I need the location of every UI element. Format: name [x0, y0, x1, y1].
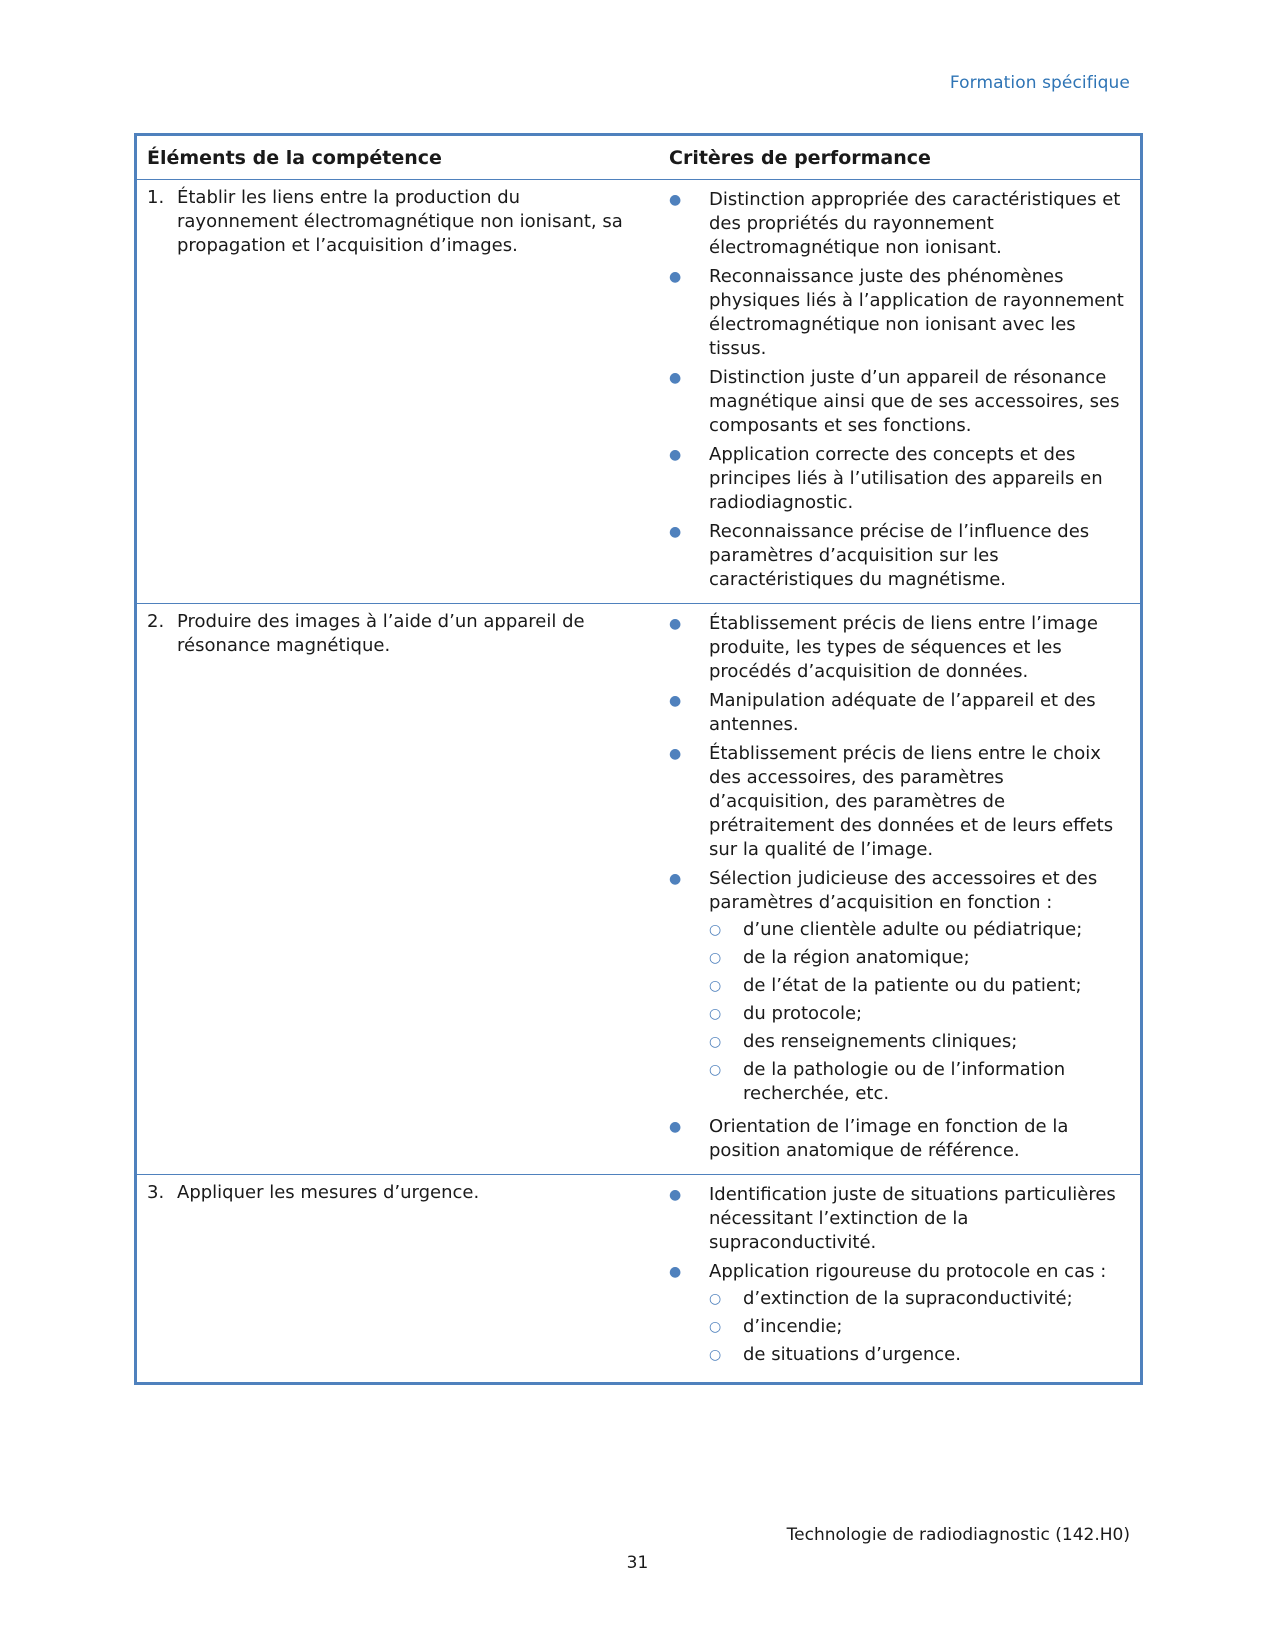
column-header-elements: Éléments de la compétence: [136, 135, 654, 180]
bullet-icon: ●: [669, 693, 682, 709]
criterion-text: Orientation de l’image en fonction de la position anatomique de référence.: [709, 1116, 1069, 1161]
sub-criterion-text: de l’état de la patiente ou du patient;: [743, 975, 1082, 996]
criteria-cell: [653, 604, 1142, 1175]
criterion-body: [709, 1115, 1126, 1163]
criterion-text: Sélection judicieuse des accessoires et des paramètres d’acquisition en fonction :: [709, 868, 1098, 913]
table-header-row: [136, 135, 1142, 180]
sub-criterion-text: de la région anatomique;: [743, 947, 970, 968]
criterion-item: [669, 742, 1126, 862]
element-cell: [136, 604, 654, 1175]
criterion-text: Établissement précis de liens entre l’image produite, les types de séquences et les procédés d’acquisition de données.: [709, 613, 1098, 682]
element-number: 3.: [147, 1182, 165, 1203]
criteria-cell: [653, 180, 1142, 604]
criterion-item: [669, 612, 1126, 684]
criteria-list: [669, 1183, 1126, 1371]
element-text: Produire des images à l’aide d’un appareil de résonance magnétique.: [177, 611, 585, 656]
criterion-text: Application rigoureuse du protocole en cas :: [709, 1261, 1107, 1282]
element-number: 2.: [147, 611, 165, 632]
criterion-text: Application correcte des concepts et des principes liés à l’utilisation des appareils en radiodiagnostic.: [709, 444, 1103, 513]
criterion-body: [709, 1260, 1126, 1371]
sub-criterion-text: d’extinction de la supraconductivité;: [743, 1288, 1073, 1309]
sub-criterion-item: [709, 1315, 1126, 1339]
hollow-bullet-icon: ○: [709, 1034, 722, 1050]
running-header: Formation spécifique: [949, 73, 1130, 93]
column-header-criteria: Critères de performance: [653, 135, 1142, 180]
table-row: [136, 1175, 1142, 1384]
sub-criterion-item: [709, 1287, 1126, 1311]
criterion-item: [669, 443, 1126, 515]
criterion-item: [669, 265, 1126, 361]
criteria-list: [669, 188, 1126, 592]
criterion-text: Reconnaissance précise de l’influence des paramètres d’acquisition sur les caractéristiques du magnétisme.: [709, 521, 1090, 590]
sub-criterion-text: d’incendie;: [743, 1316, 843, 1337]
criterion-body: [709, 1183, 1126, 1255]
bullet-icon: ●: [669, 524, 682, 540]
sub-criterion-text: d’une clientèle adulte ou pédiatrique;: [743, 919, 1083, 940]
criterion-body: [709, 265, 1126, 361]
hollow-bullet-icon: ○: [709, 950, 722, 966]
bullet-icon: ●: [669, 746, 682, 762]
sub-criterion-text: du protocole;: [743, 1003, 863, 1024]
criterion-text: Manipulation adéquate de l’appareil et des antennes.: [709, 690, 1096, 735]
element-cell: [136, 1175, 654, 1384]
hollow-bullet-icon: ○: [709, 1347, 722, 1363]
bullet-icon: ●: [669, 1264, 682, 1280]
criterion-item: [669, 1260, 1126, 1371]
hollow-bullet-icon: ○: [709, 1291, 722, 1307]
criterion-body: [709, 689, 1126, 737]
sub-criterion-text: de la pathologie ou de l’information recherchée, etc.: [743, 1059, 1066, 1104]
criterion-body: [709, 188, 1126, 260]
table-body: [136, 180, 1142, 1384]
bullet-icon: ●: [669, 447, 682, 463]
bullet-icon: ●: [669, 1187, 682, 1203]
criteria-cell: [653, 1175, 1142, 1384]
competence-element: [147, 610, 639, 658]
criterion-item: [669, 366, 1126, 438]
criterion-item: [669, 1115, 1126, 1163]
sub-criterion-item: [709, 1058, 1126, 1106]
criterion-text: Identification juste de situations particulières nécessitant l’extinction de la supraconductivité.: [709, 1184, 1116, 1253]
footer-program-title: Technologie de radiodiagnostic (142.H0): [786, 1525, 1130, 1545]
criterion-body: [709, 366, 1126, 438]
hollow-bullet-icon: ○: [709, 1062, 722, 1078]
element-number: 1.: [147, 187, 165, 208]
sub-criterion-item: [709, 1002, 1126, 1026]
bullet-icon: ●: [669, 871, 682, 887]
element-cell: [136, 180, 654, 604]
sub-criterion-item: [709, 1343, 1126, 1367]
criterion-text: Reconnaissance juste des phénomènes physiques liés à l’application de rayonnement électromagnétique non ionisant avec les tissus.: [709, 266, 1124, 359]
competence-element: [147, 186, 639, 258]
criterion-text: Distinction appropriée des caractéristiques et des propriétés du rayonnement électromagnétique non ionisant.: [709, 189, 1121, 258]
competence-table: [134, 133, 1143, 1385]
criterion-item: [669, 520, 1126, 592]
sub-criterion-text: de situations d’urgence.: [743, 1344, 961, 1365]
criteria-list: [669, 612, 1126, 1163]
bullet-icon: ●: [669, 269, 682, 285]
sub-criterion-item: [709, 946, 1126, 970]
criterion-body: [709, 520, 1126, 592]
page-number: 31: [626, 1553, 649, 1573]
criterion-body: [709, 443, 1126, 515]
hollow-bullet-icon: ○: [709, 1006, 722, 1022]
sub-criterion-item: [709, 974, 1126, 998]
criterion-item: [669, 689, 1126, 737]
sub-criterion-item: [709, 918, 1126, 942]
bullet-icon: ●: [669, 616, 682, 632]
sub-criteria-list: [709, 918, 1126, 1106]
criterion-body: [709, 612, 1126, 684]
criterion-item: [669, 1183, 1126, 1255]
bullet-icon: ●: [669, 192, 682, 208]
criterion-text: Distinction juste d’un appareil de résonance magnétique ainsi que de ses accessoires, ses composants et ses fonctions.: [709, 367, 1120, 436]
criterion-item: [669, 188, 1126, 260]
hollow-bullet-icon: ○: [709, 922, 722, 938]
sub-criterion-text: des renseignements cliniques;: [743, 1031, 1018, 1052]
competence-element: [147, 1181, 639, 1205]
hollow-bullet-icon: ○: [709, 978, 722, 994]
criterion-text: Établissement précis de liens entre le choix des accessoires, des paramètres d’acquisition, des paramètres de prétraitement des données et de leurs effets sur la qualité de l’image.: [709, 743, 1114, 860]
bullet-icon: ●: [669, 1119, 682, 1135]
table-row: [136, 604, 1142, 1175]
bullet-icon: ●: [669, 370, 682, 386]
sub-criteria-list: [709, 1287, 1126, 1367]
table-row: [136, 180, 1142, 604]
element-text: Établir les liens entre la production du rayonnement électromagnétique non ionisant, sa propagation et l’acquisition d’images.: [177, 187, 623, 256]
element-text: Appliquer les mesures d’urgence.: [177, 1182, 480, 1203]
criterion-body: [709, 742, 1126, 862]
hollow-bullet-icon: ○: [709, 1319, 722, 1335]
sub-criterion-item: [709, 1030, 1126, 1054]
criterion-body: [709, 867, 1126, 1110]
criterion-item: [669, 867, 1126, 1110]
